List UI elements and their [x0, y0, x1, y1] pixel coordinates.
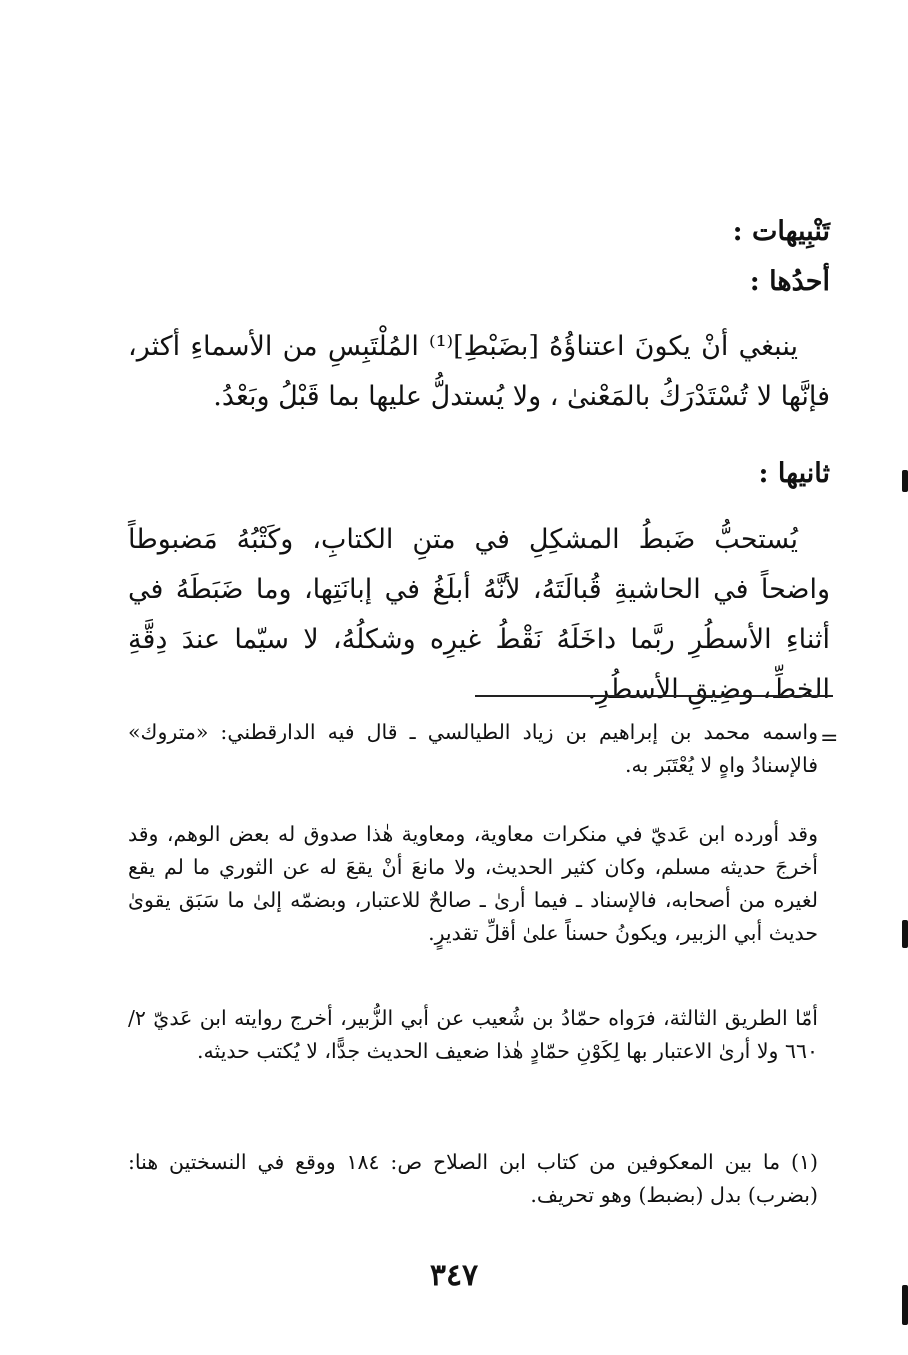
footnote-separator — [475, 695, 833, 697]
scan-edge-mark — [902, 1285, 908, 1325]
second-note-heading: ثانيها : — [758, 458, 830, 489]
page-number: ٣٤٧ — [429, 1258, 479, 1293]
notes-heading: تَنْبِيهات : — [732, 216, 830, 247]
footnote-block-2: وقد أورده ابن عَديّ في منكرات معاوية، ومعاوية هٰذا صدوق له بعض الوهم، وقد أخرجَ حديثه مسلم، وكان كثير الحديث، ولا مانعَ أنْ يقعَ له عن الثوري ما لم يقع لغيره من أصحابه، فالإسناد ـ فيما أرىٰ ـ صالحٌ للاعتبار، وبضمّه إلىٰ ما سَبَق يقوىٰ حديث أبي الزبير، ويكونُ حسناً علىٰ أقلِّ تقديرٍ. — [128, 822, 818, 945]
footnote-1: (١) ما بين المعكوفين من كتاب ابن الصلاح ص: ١٨٤ ووقع في النسختين هنا: (بضرب) بدل (بضبط) وهو تحريف. — [128, 1150, 818, 1207]
first-note-heading: أحدُها : — [749, 266, 830, 297]
footnote-block-3: أمّا الطريق الثالثة، فرَواه حمّادُ بن شُعيب عن أبي الزُّبير، أخرج روايته ابن عَديّ ٢/ ٦٦٠ ولا أرىٰ الاعتبار بها لِكَوْنِ حمّادٍ هٰذا ضعيف الحديث جدًّا، لا يُكتب حديثه. — [128, 1006, 818, 1063]
scan-edge-mark — [902, 470, 908, 492]
scan-edge-mark — [902, 920, 908, 948]
footnote-continuation-mark: = — [820, 726, 839, 751]
footnote-block-1: واسمه محمد بن إبراهيم بن زياد الطيالسي ـ قال فيه الدارقطني: «متروك» فالإسنادُ واهٍ لا يُعْتَبَر به. — [128, 720, 818, 777]
second-note-paragraph: يُستحبُّ ضَبطُ المشكِلِ في متنِ الكتابِ، وكَتْبُهُ مَضبوطاً واضحاً في الحاشيةِ قُبالَتَهُ، لأنَّهُ أبلَغُ في إبانَتِها، وما ضَبَطَهُ في أثناءِ الأسطُرِ ربَّما داخَلَهُ نَقْطُ غيرِه وشكلُهُ، لا سيّما عندَ دِقَّةِ الخطِّ، وضِيقِ الأسطُرِ. — [128, 524, 830, 705]
first-note-paragraph: ينبغي أنْ يكونَ اعتناؤُهُ [بضَبْطِ]⁽¹⁾ المُلْتَبِسِ من الأسماءِ أكثر، فإنَّها لا تُسْتَدْرَكُ بالمَعْنىٰ ، ولا يُستدلُّ عليها بما قَبْلُ وبَعْدُ. — [128, 331, 830, 412]
